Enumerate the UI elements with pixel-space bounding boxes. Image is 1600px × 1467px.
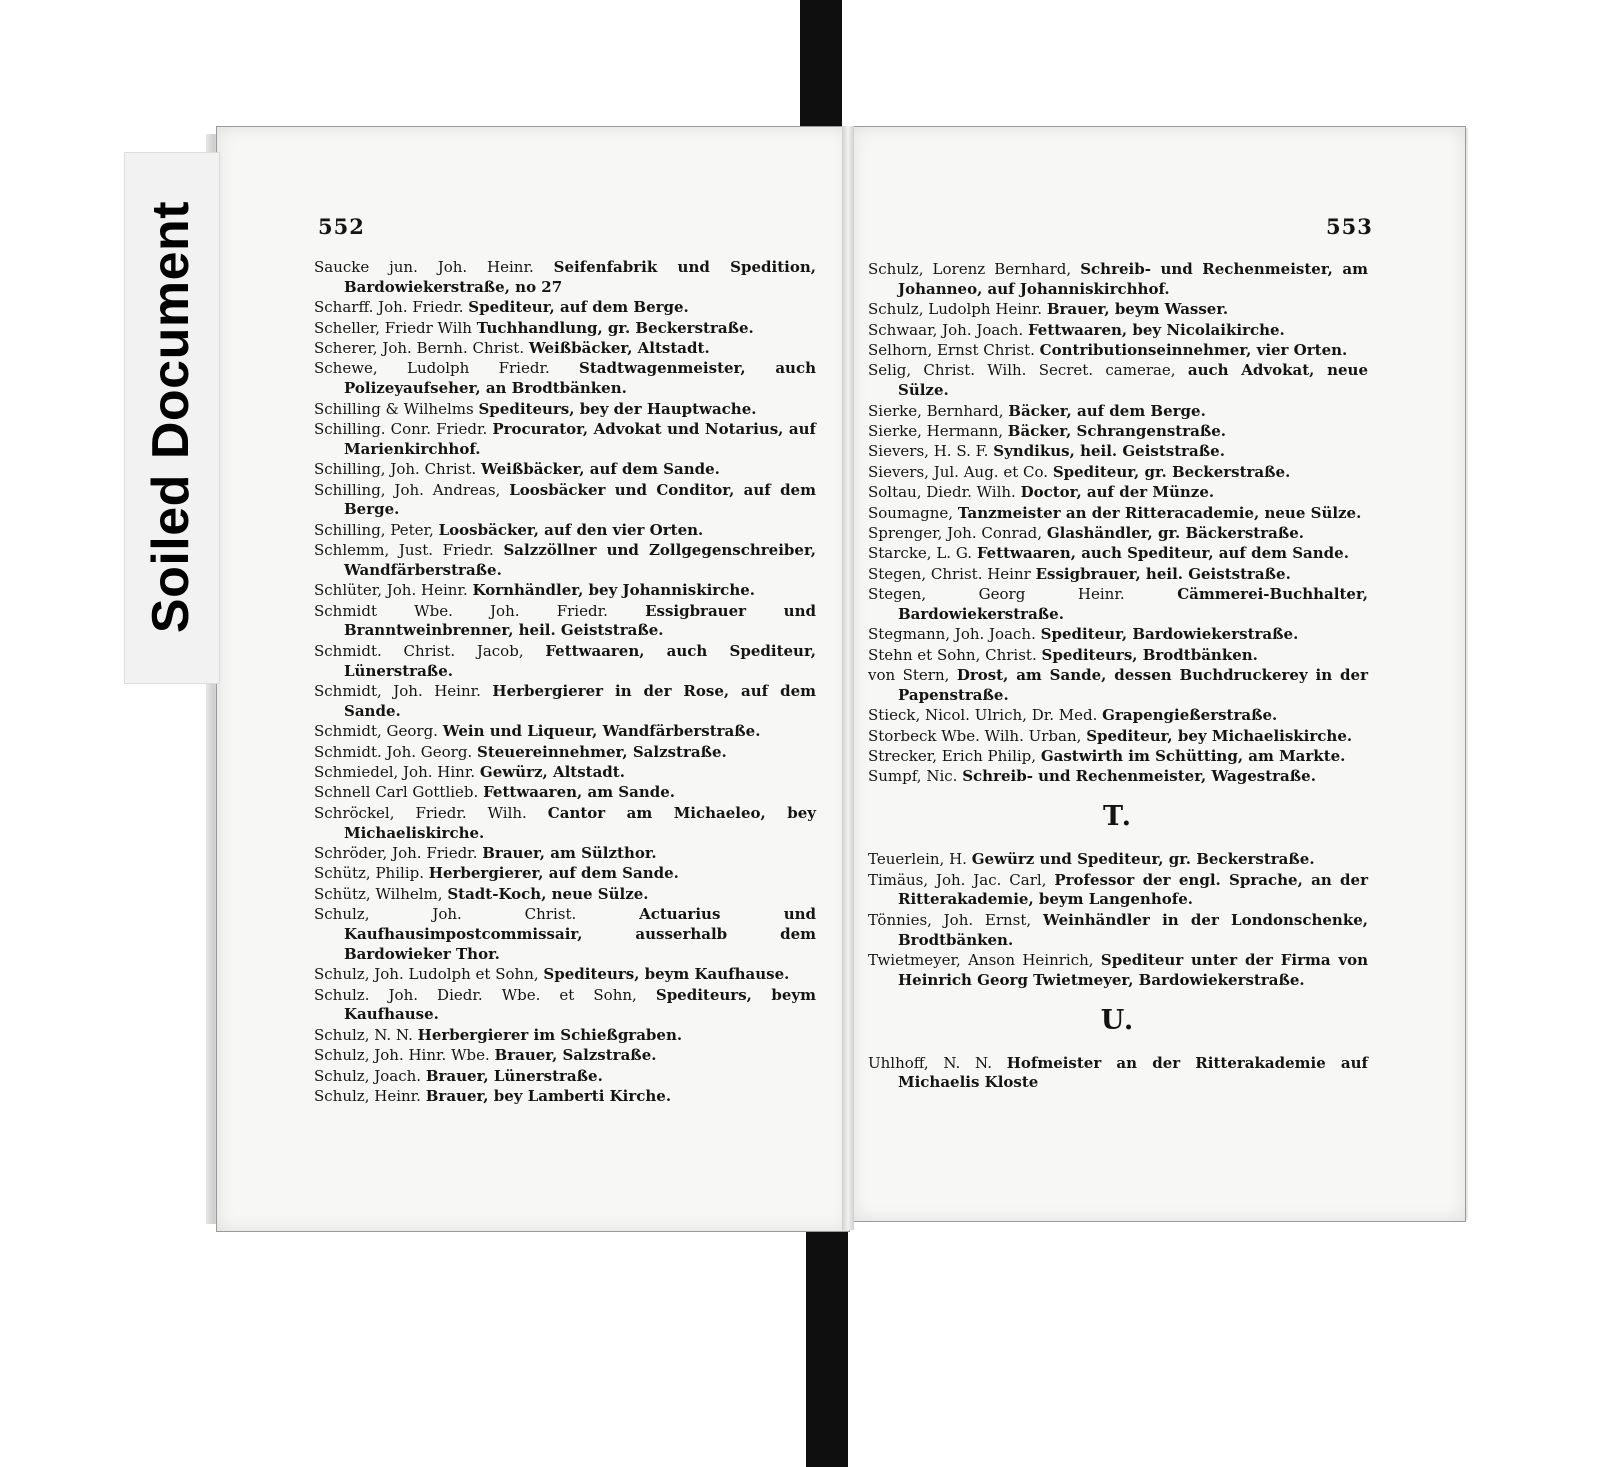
directory-entry (314, 258, 816, 298)
entry-description: Spediteur unter der Firma von Heinrich Georg Twietmeyer, Bardowiekerstraße. (898, 950, 1368, 989)
entry-description: Spediteur, auf dem Berge. (468, 298, 689, 317)
entry-description: Spediteur, Bardowiekerstraße. (1040, 625, 1299, 644)
entry-description: Fettwaaren, auch Spediteur, auf dem Sande. (976, 544, 1349, 563)
entry-description: Essigbrauer, heil. Geiststraße. (1035, 564, 1291, 583)
entry-name: Schütz, Wilhelm, (314, 884, 443, 903)
section-letter-t: T. (1102, 801, 1133, 833)
entry-name: Scherer, Joh. Bernh. Christ. (314, 338, 525, 357)
entry-name: Selhorn, Ernst Christ. (868, 340, 1035, 359)
entry-description: Schreib- und Rechenmeister, am Johanneo, auf Johanniskirchhof. (898, 260, 1368, 298)
entry-description: Essigbrauer und Branntweinbrenner, heil. Geiststraße. (344, 601, 816, 640)
entry-name: Starcke, L. G. (868, 544, 973, 563)
directory-entry (868, 911, 1368, 951)
directory-entry (314, 763, 816, 783)
entry-description: Wein und Liqueur, Wandfärberstraße. (442, 722, 761, 741)
directory-entry (868, 951, 1368, 991)
directory-entry (314, 743, 816, 763)
directory-entry (314, 905, 816, 964)
directory-entry (868, 463, 1368, 483)
entry-name: Selig, Christ. Wilh. Secret. camerae, (868, 361, 1176, 380)
directory-entry (314, 460, 816, 480)
entry-description: Professor der engl. Sprache, an der Ritterakademie, beym Langenhofe. (898, 870, 1368, 909)
directory-entry (314, 965, 816, 985)
entry-description: Procurator, Advokat und Notarius, auf Marienkirchhof. (344, 419, 816, 458)
entry-name: Schulz. Joh. Diedr. Wbe. et Sohn, (314, 985, 637, 1004)
entry-description: Gewürz und Spediteur, gr. Beckerstraße. (971, 850, 1315, 869)
entry-description: Kornhändler, bey Johanniskirche. (472, 581, 755, 600)
entry-name: Strecker, Erich Philip, (868, 747, 1037, 765)
directory-entry (314, 1046, 816, 1066)
entry-description: Schreib- und Rechenmeister, Wagestraße. (962, 767, 1316, 786)
directory-entry (314, 864, 816, 884)
directory-entry (868, 747, 1368, 767)
directory-entry (314, 1067, 816, 1087)
directory-entry (314, 581, 816, 601)
entry-description: Weißbäcker, Altstadt. (528, 338, 710, 357)
entry-name: Schlemm, Just. Friedr. (314, 541, 494, 560)
entry-description: Actuarius und Kaufhausimpostcommissair, ausserhalb dem Bardowieker Thor. (344, 905, 816, 963)
entry-name: Sierke, Hermann, (868, 421, 1004, 440)
entry-description: Brauer, beym Wasser. (1046, 300, 1229, 319)
directory-entry (314, 602, 816, 642)
entry-description: Tanzmeister an der Ritteracademie, neue Sülze. (957, 503, 1362, 522)
entry-name: Stegen, Georg Heinr. (868, 585, 1125, 604)
right-page-entries (868, 260, 1368, 1094)
entry-description: Bäcker, auf dem Berge. (1008, 401, 1206, 420)
directory-entry (314, 804, 816, 844)
directory-entry (868, 483, 1368, 503)
entry-name: Saucke jun. Joh. Heinr. (314, 258, 534, 276)
directory-entry (868, 666, 1368, 706)
directory-entry (314, 642, 816, 682)
entry-description: Cämmerei-Buchhalter, Bardowiekerstraße. (898, 585, 1368, 623)
directory-entry (314, 986, 816, 1026)
entry-description: Spediteurs, bey der Hauptwache. (478, 399, 757, 418)
entry-name: Sumpf, Nic. (868, 767, 958, 786)
entry-description: Bäcker, Schrangenstraße. (1007, 421, 1227, 440)
directory-entry (868, 504, 1368, 524)
directory-entry (314, 1026, 816, 1046)
directory-entry (868, 585, 1368, 625)
entry-name: Schulz, Joach. (314, 1066, 422, 1085)
entry-name: Schilling & Wilhelms (314, 399, 474, 418)
directory-entry (314, 682, 816, 722)
directory-entry (868, 402, 1368, 422)
entry-name: Scheller, Friedr Wilh (314, 318, 472, 337)
entry-name: Schwaar, Joh. Joach. (868, 320, 1024, 339)
entry-name: Tönnies, Joh. Ernst, (868, 910, 1032, 929)
entry-name: Stegen, Christ. Heinr (868, 564, 1031, 583)
directory-entry (314, 541, 816, 581)
entry-description: Spediteurs, Brodtbänken. (1041, 645, 1258, 664)
left-page-entries (314, 258, 816, 1107)
entry-description: Syndikus, heil. Geiststraße. (993, 442, 1225, 461)
entry-name: Schilling. Conr. Friedr. (314, 419, 488, 438)
entry-description: Steuereinnehmer, Salzstraße. (476, 742, 727, 761)
directory-entry (868, 300, 1368, 320)
entry-description: Glashändler, gr. Bäckerstraße. (1046, 523, 1304, 542)
directory-entry (314, 783, 816, 803)
entry-name: Soltau, Diedr. Wilh. (868, 483, 1016, 502)
directory-entry (314, 1087, 816, 1107)
entry-name: Schulz, Heinr. (314, 1086, 421, 1105)
entry-name: Schulz, Ludolph Heinr. (868, 300, 1043, 319)
directory-entry (868, 260, 1368, 300)
entry-description: auch Advokat, neue Sülze. (898, 361, 1368, 400)
entry-description: Herbergierer, auf dem Sande. (428, 864, 679, 883)
entry-name: Sievers, Jul. Aug. et Co. (868, 462, 1049, 481)
directory-entry (314, 298, 816, 318)
entry-description: Drost, am Sande, dessen Buchdruckerey in der Papenstraße. (898, 666, 1368, 704)
directory-entry (868, 871, 1368, 911)
entry-name: Schröckel, Friedr. Wilh. (314, 803, 527, 822)
directory-entry (868, 341, 1368, 361)
entry-description: Stadt-Koch, neue Sülze. (447, 884, 649, 903)
entry-name: Schmidt, Georg. (314, 722, 438, 741)
entry-name: von Stern, (868, 666, 950, 685)
entry-name: Schulz, Lorenz Bernhard, (868, 260, 1072, 278)
directory-entry (314, 844, 816, 864)
directory-entry (314, 885, 816, 905)
entry-description: Fettwaaren, am Sande. (483, 783, 675, 802)
entry-name: Schnell Carl Gottlieb. (314, 783, 479, 802)
label-text: Soiled Document (142, 200, 200, 634)
entry-description: Loosbäcker und Conditor, auf dem Berge. (344, 480, 816, 519)
entry-name: Schewe, Ludolph Friedr. (314, 359, 550, 378)
entry-name: Stieck, Nicol. Ulrich, Dr. Med. (868, 706, 1098, 725)
entry-description: Brauer, Lünerstraße. (425, 1066, 603, 1085)
entry-description: Contributionseinnehmer, vier Orten. (1039, 340, 1348, 359)
entry-description: Herbergierer in der Rose, auf dem Sande. (344, 682, 816, 720)
entry-description: Stadtwagenmeister, auch Polizeyaufseher, an Brodtbänken. (344, 359, 816, 398)
section-u-entries (868, 1054, 1368, 1094)
entry-name: Timäus, Joh. Jac. Carl, (868, 870, 1047, 889)
entry-name: Scharff. Joh. Friedr. (314, 298, 464, 317)
entry-description: Hofmeister an der Ritterakademie auf Michaelis Kloste (898, 1053, 1368, 1092)
directory-entry (314, 400, 816, 420)
directory-entry (314, 722, 816, 742)
directory-entry (314, 319, 816, 339)
entry-name: Schulz, N. N. (314, 1025, 413, 1044)
entry-name: Soumagne, (868, 503, 954, 522)
directory-entry (868, 565, 1368, 585)
directory-entry (868, 524, 1368, 544)
entry-name: Stehn et Sohn, Christ. (868, 645, 1037, 664)
entry-name: Uhlhoff, N. N. (868, 1053, 992, 1072)
directory-entry (868, 850, 1368, 870)
section-s-entries (868, 260, 1368, 787)
entry-name: Sievers, H. S. F. (868, 442, 989, 461)
entry-description: Seifenfabrik und Spedition, Bardowiekerstraße, no 27 (344, 258, 816, 296)
directory-entry (868, 442, 1368, 462)
entry-name: Schulz, Joh. Hinr. Wbe. (314, 1046, 490, 1065)
page-number-left: 552 (318, 214, 365, 239)
page-number-right: 553 (1326, 214, 1373, 239)
entry-name: Storbeck Wbe. Wilh. Urban, (868, 726, 1082, 745)
binding-strip-top (800, 0, 842, 128)
entry-name: Schröder, Joh. Friedr. (314, 843, 478, 862)
directory-entry (868, 544, 1368, 564)
entry-description: Weinhändler in der Londonschenke, Brodtbänken. (898, 910, 1369, 949)
entry-description: Tuchhandlung, gr. Beckerstraße. (476, 318, 754, 337)
entry-name: Schulz, Joh. Ludolph et Sohn, (314, 965, 539, 984)
entry-name: Twietmeyer, Anson Heinrich, (868, 950, 1094, 969)
directory-entry (868, 1054, 1368, 1094)
section-letter-u: U. (1100, 1004, 1136, 1036)
entry-description: Cantor am Michaeleo, bey Michaeliskirche. (344, 803, 816, 842)
entry-description: Spediteurs, beym Kaufhause. (344, 985, 816, 1024)
page-gutter (842, 126, 854, 1230)
entry-description: Spediteur, gr. Beckerstraße. (1052, 462, 1291, 481)
directory-entry (868, 706, 1368, 726)
entry-name: Schmidt. Joh. Georg. (314, 742, 473, 761)
directory-entry (314, 521, 816, 541)
directory-entry (868, 646, 1368, 666)
entry-name: Schilling, Joh. Andreas, (314, 480, 501, 499)
entry-name: Schmiedel, Joh. Hinr. (314, 763, 476, 782)
entry-name: Schütz, Philip. (314, 864, 424, 883)
directory-entry (868, 321, 1368, 341)
entry-name: Stegmann, Joh. Joach. (868, 625, 1036, 644)
directory-entry (314, 339, 816, 359)
entry-description: Gastwirth im Schütting, am Markte. (1040, 747, 1346, 765)
entry-name: Schmidt. Christ. Jacob, (314, 641, 524, 660)
directory-entry (868, 727, 1368, 747)
entry-description: Brauer, am Sülzthor. (482, 843, 657, 862)
directory-entry (314, 481, 816, 521)
directory-entry (868, 625, 1368, 645)
entry-name: Schilling, Joh. Christ. (314, 460, 477, 479)
entry-description: Spediteur, bey Michaeliskirche. (1086, 726, 1353, 745)
entry-name: Schmidt, Joh. Heinr. (314, 682, 481, 701)
entry-name: Schmidt Wbe. Joh. Friedr. (314, 601, 608, 620)
entry-description: Gewürz, Altstadt. (479, 763, 625, 782)
entry-name: Schlüter, Joh. Heinr. (314, 581, 468, 600)
entry-description: Loosbäcker, auf den vier Orten. (438, 520, 704, 539)
entry-name: Schulz, Joh. Christ. (314, 905, 577, 924)
entry-description: Herbergierer im Schießgraben. (417, 1025, 683, 1044)
binding-strip-bottom (806, 1222, 848, 1467)
entry-name: Schilling, Peter, (314, 520, 434, 539)
entry-description: Salzzöllner und Zollgegenschreiber, Wandfärberstraße. (344, 541, 816, 579)
directory-entry (868, 422, 1368, 442)
entry-name: Sprenger, Joh. Conrad, (868, 523, 1043, 542)
directory-entry (314, 359, 816, 399)
entry-name: Sierke, Bernhard, (868, 401, 1004, 420)
entry-description: Grapengießerstraße. (1102, 706, 1278, 725)
entry-description: Fettwaaren, auch Spediteur, Lünerstraße. (344, 641, 816, 680)
entry-description: Brauer, bey Lamberti Kirche. (425, 1086, 672, 1105)
directory-entry (868, 361, 1368, 401)
entry-description: Doctor, auf der Münze. (1020, 483, 1215, 502)
directory-entry (314, 420, 816, 460)
entry-description: Fettwaaren, bey Nicolaikirche. (1027, 320, 1285, 339)
directory-entry (868, 767, 1368, 787)
entry-description: Weißbäcker, auf dem Sande. (480, 460, 720, 479)
entry-name: Teuerlein, H. (868, 850, 967, 869)
section-t-entries (868, 850, 1368, 990)
entry-description: Brauer, Salzstraße. (494, 1046, 657, 1065)
entry-description: Spediteurs, beym Kaufhause. (543, 965, 790, 984)
